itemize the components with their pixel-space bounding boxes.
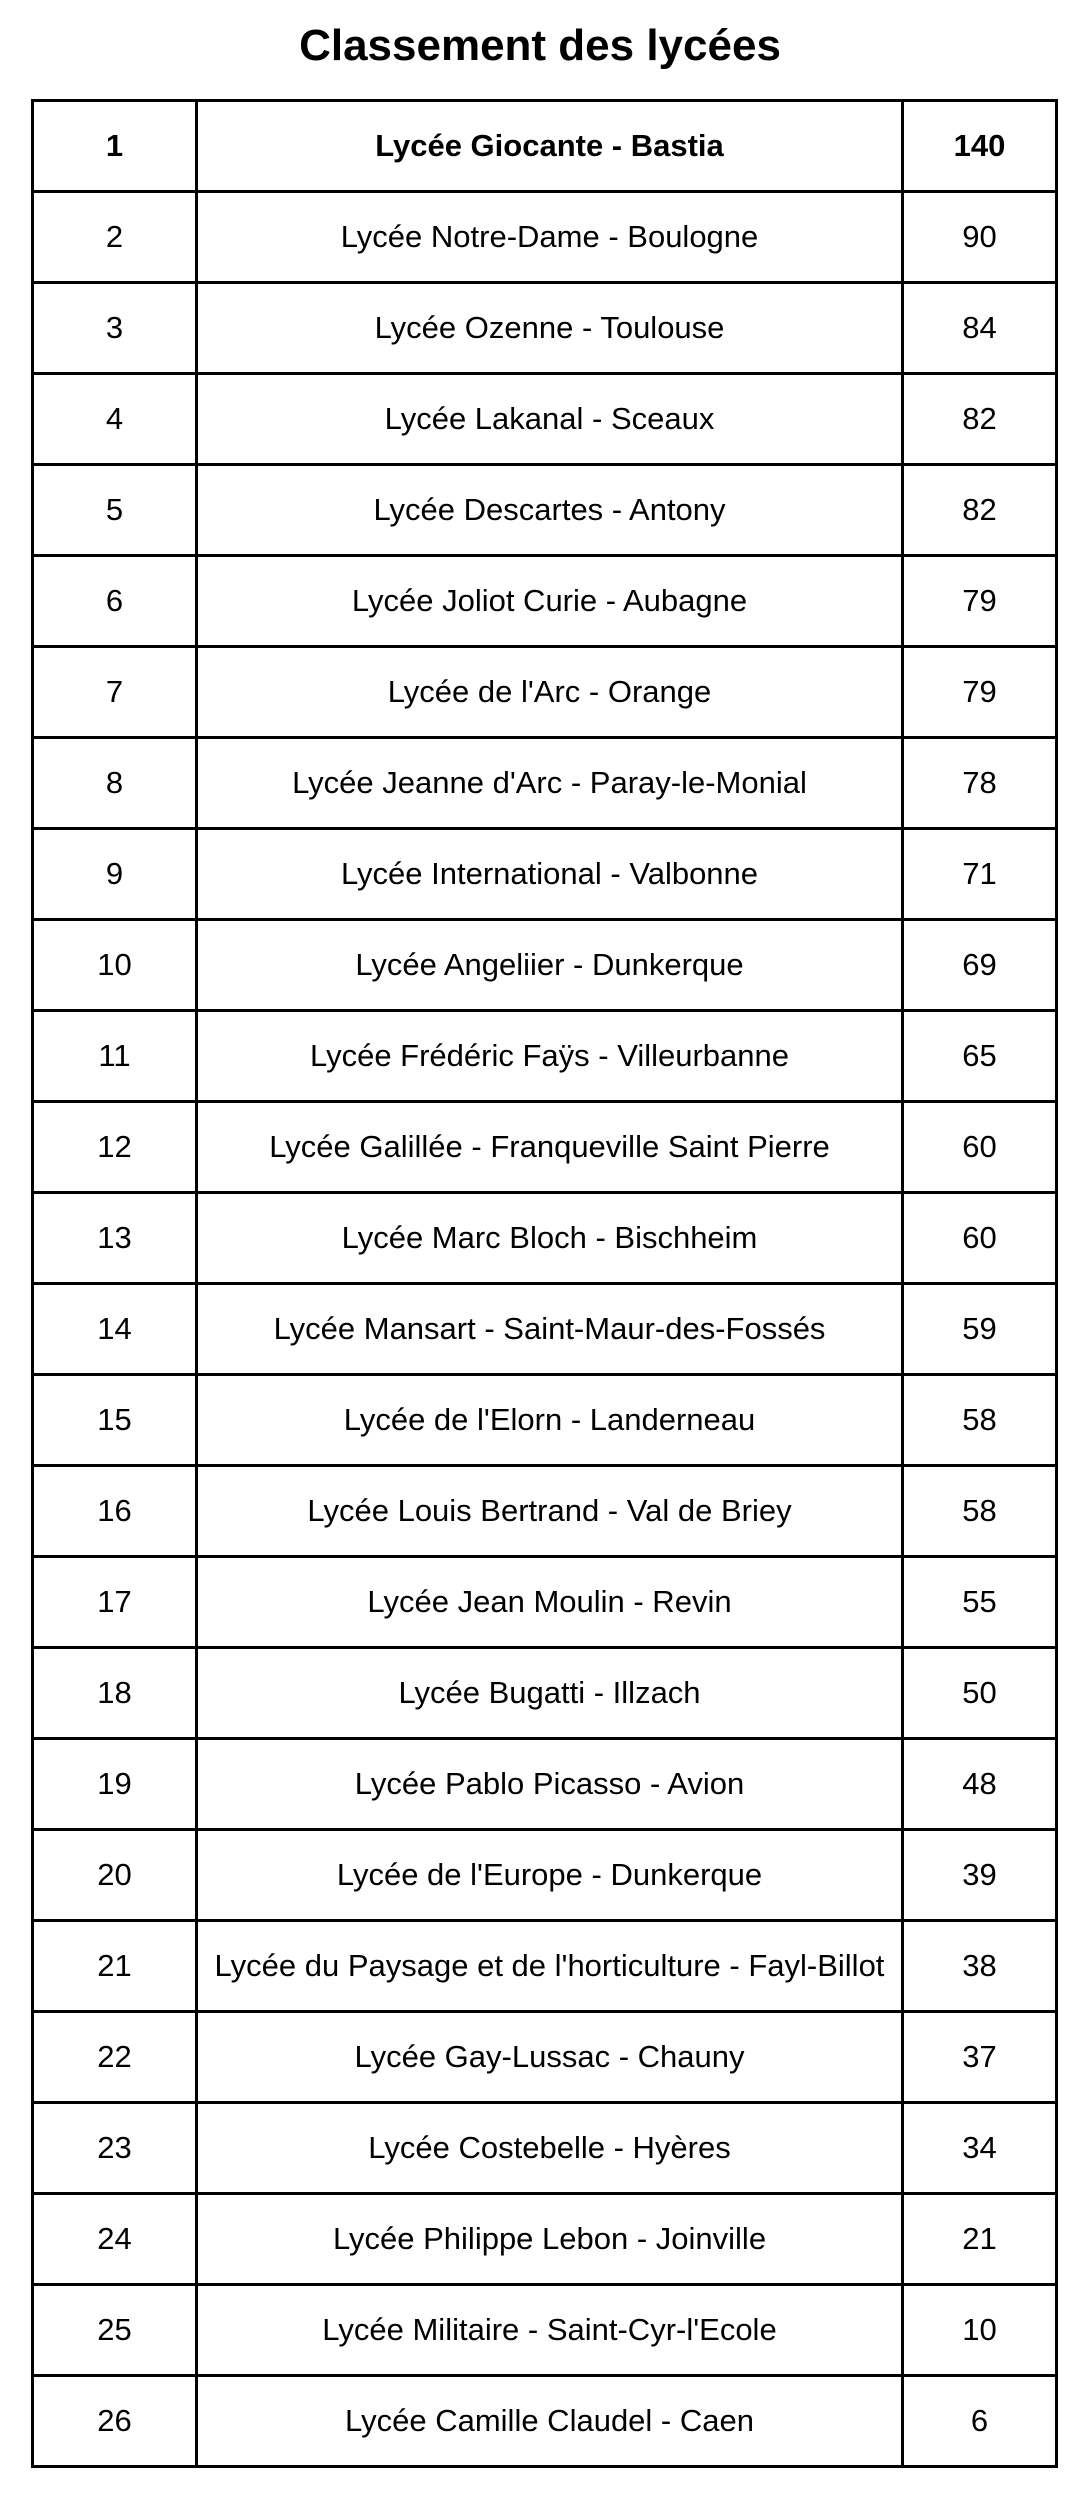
table-row [33, 647, 1057, 738]
rank-cell: 25 [33, 2285, 197, 2376]
score-cell: 59 [903, 1284, 1057, 1375]
rank-cell: 18 [33, 1648, 197, 1739]
score-cell: 58 [903, 1375, 1057, 1466]
score-cell: 60 [903, 1193, 1057, 1284]
table-row [33, 465, 1057, 556]
score-cell: 69 [903, 920, 1057, 1011]
table-row [33, 2103, 1057, 2194]
school-name-cell: Lycée Descartes - Antony [197, 465, 903, 556]
table-row [33, 101, 1057, 192]
rank-cell: 19 [33, 1739, 197, 1830]
table-row [33, 1557, 1057, 1648]
score-cell: 38 [903, 1921, 1057, 2012]
score-cell: 79 [903, 647, 1057, 738]
score-cell: 10 [903, 2285, 1057, 2376]
table-row [33, 738, 1057, 829]
rank-cell: 20 [33, 1830, 197, 1921]
rank-cell: 8 [33, 738, 197, 829]
score-cell: 78 [903, 738, 1057, 829]
school-name-cell: Lycée Joliot Curie - Aubagne [197, 556, 903, 647]
ranking-table [31, 99, 1058, 2468]
rank-cell: 21 [33, 1921, 197, 2012]
score-cell: 48 [903, 1739, 1057, 1830]
score-cell: 82 [903, 465, 1057, 556]
score-cell: 50 [903, 1648, 1057, 1739]
table-row [33, 1830, 1057, 1921]
score-cell: 79 [903, 556, 1057, 647]
rank-cell: 2 [33, 192, 197, 283]
rank-cell: 13 [33, 1193, 197, 1284]
table-row [33, 1739, 1057, 1830]
table-row [33, 1648, 1057, 1739]
table-row [33, 2194, 1057, 2285]
table-row [33, 2376, 1057, 2467]
table-row [33, 192, 1057, 283]
school-name-cell: Lycée Bugatti - Illzach [197, 1648, 903, 1739]
score-cell: 71 [903, 829, 1057, 920]
school-name-cell: Lycée du Paysage et de l'horticulture - Fayl-Billot [197, 1921, 903, 2012]
school-name-cell: Lycée Lakanal - Sceaux [197, 374, 903, 465]
table-row [33, 556, 1057, 647]
score-cell: 82 [903, 374, 1057, 465]
score-cell: 37 [903, 2012, 1057, 2103]
school-name-cell: Lycée Camille Claudel - Caen [197, 2376, 903, 2467]
score-cell: 6 [903, 2376, 1057, 2467]
school-name-cell: Lycée Ozenne - Toulouse [197, 283, 903, 374]
school-name-cell: Lycée Militaire - Saint-Cyr-l'Ecole [197, 2285, 903, 2376]
table-row [33, 1921, 1057, 2012]
school-name-cell: Lycée Louis Bertrand - Val de Briey [197, 1466, 903, 1557]
rank-cell: 4 [33, 374, 197, 465]
ranking-table-body [33, 101, 1057, 2467]
school-name-cell: Lycée Marc Bloch - Bischheim [197, 1193, 903, 1284]
school-name-cell: Lycée Jean Moulin - Revin [197, 1557, 903, 1648]
rank-cell: 23 [33, 2103, 197, 2194]
table-row [33, 1011, 1057, 1102]
school-name-cell: Lycée International - Valbonne [197, 829, 903, 920]
school-name-cell: Lycée Angeliier - Dunkerque [197, 920, 903, 1011]
school-name-cell: Lycée Frédéric Faÿs - Villeurbanne [197, 1011, 903, 1102]
table-row [33, 829, 1057, 920]
score-cell: 65 [903, 1011, 1057, 1102]
rank-cell: 26 [33, 2376, 197, 2467]
school-name-cell: Lycée Giocante - Bastia [197, 101, 903, 192]
table-row [33, 1466, 1057, 1557]
school-name-cell: Lycée Philippe Lebon - Joinville [197, 2194, 903, 2285]
school-name-cell: Lycée de l'Europe - Dunkerque [197, 1830, 903, 1921]
school-name-cell: Lycée Galillée - Franqueville Saint Pierre [197, 1102, 903, 1193]
rank-cell: 5 [33, 465, 197, 556]
rank-cell: 6 [33, 556, 197, 647]
school-name-cell: Lycée de l'Elorn - Landerneau [197, 1375, 903, 1466]
rank-cell: 22 [33, 2012, 197, 2103]
rank-cell: 16 [33, 1466, 197, 1557]
score-cell: 58 [903, 1466, 1057, 1557]
rank-cell: 7 [33, 647, 197, 738]
rank-cell: 1 [33, 101, 197, 192]
table-row [33, 920, 1057, 1011]
rank-cell: 24 [33, 2194, 197, 2285]
score-cell: 55 [903, 1557, 1057, 1648]
table-row [33, 374, 1057, 465]
rank-cell: 3 [33, 283, 197, 374]
score-cell: 60 [903, 1102, 1057, 1193]
table-row [33, 2012, 1057, 2103]
score-cell: 140 [903, 101, 1057, 192]
rank-cell: 15 [33, 1375, 197, 1466]
score-cell: 84 [903, 283, 1057, 374]
school-name-cell: Lycée Jeanne d'Arc - Paray-le-Monial [197, 738, 903, 829]
rank-cell: 17 [33, 1557, 197, 1648]
rank-cell: 11 [33, 1011, 197, 1102]
table-row [33, 1375, 1057, 1466]
table-row [33, 283, 1057, 374]
school-name-cell: Lycée Notre-Dame - Boulogne [197, 192, 903, 283]
rank-cell: 10 [33, 920, 197, 1011]
page-title: Classement des lycées [299, 21, 781, 70]
score-cell: 90 [903, 192, 1057, 283]
score-cell: 39 [903, 1830, 1057, 1921]
rank-cell: 14 [33, 1284, 197, 1375]
rank-cell: 9 [33, 829, 197, 920]
school-name-cell: Lycée Pablo Picasso - Avion [197, 1739, 903, 1830]
school-name-cell: Lycée Mansart - Saint-Maur-des-Fossés [197, 1284, 903, 1375]
score-cell: 34 [903, 2103, 1057, 2194]
school-name-cell: Lycée de l'Arc - Orange [197, 647, 903, 738]
table-row [33, 1193, 1057, 1284]
school-name-cell: Lycée Costebelle - Hyères [197, 2103, 903, 2194]
table-row [33, 2285, 1057, 2376]
rank-cell: 12 [33, 1102, 197, 1193]
score-cell: 21 [903, 2194, 1057, 2285]
school-name-cell: Lycée Gay-Lussac - Chauny [197, 2012, 903, 2103]
table-row [33, 1284, 1057, 1375]
table-row [33, 1102, 1057, 1193]
